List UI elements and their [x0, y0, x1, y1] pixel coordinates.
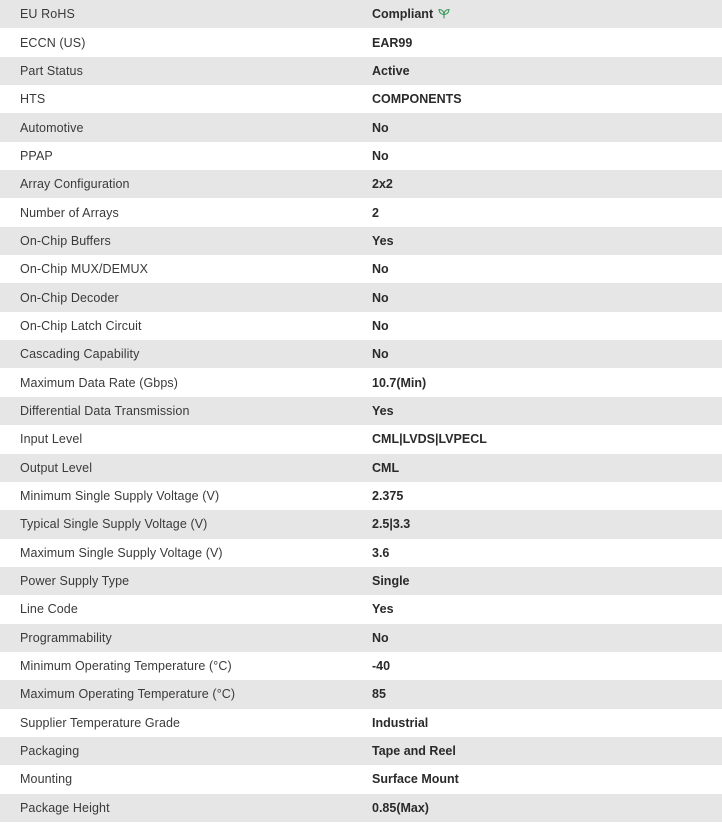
spec-label: Maximum Single Supply Voltage (V) [20, 545, 223, 560]
spec-label: Array Configuration [20, 177, 130, 192]
table-row [0, 482, 722, 510]
spec-label: Part Status [20, 63, 83, 78]
spec-label: ECCN (US) [20, 35, 86, 50]
spec-value: Active [372, 63, 410, 78]
table-row [0, 454, 722, 482]
spec-label: On-Chip Latch Circuit [20, 318, 142, 333]
spec-value: 2x2 [372, 177, 393, 192]
table-row [0, 567, 722, 595]
table-row [0, 85, 722, 113]
spec-value: No [372, 347, 389, 362]
table-row [0, 312, 722, 340]
spec-label: Programmability [20, 630, 112, 645]
spec-value: 10.7(Min) [372, 375, 427, 390]
spec-label: Supplier Temperature Grade [20, 715, 181, 730]
spec-value: EAR99 [372, 35, 413, 50]
table-row [0, 425, 722, 453]
table-row [0, 624, 722, 652]
spec-label: EU RoHS [20, 7, 75, 22]
spec-label: Maximum Operating Temperature (°C) [20, 687, 236, 702]
table-row [0, 57, 722, 85]
spec-label: Typical Single Supply Voltage (V) [20, 517, 208, 532]
spec-label: Input Level [20, 432, 83, 447]
table-row [0, 709, 722, 737]
table-row [0, 28, 722, 56]
table-row [0, 368, 722, 396]
table-row [0, 737, 722, 765]
spec-value: 3.6 [372, 545, 390, 560]
table-row [0, 765, 722, 793]
spec-label: On-Chip MUX/DEMUX [20, 262, 149, 277]
spec-value-cell [372, 0, 722, 28]
table-row [0, 340, 722, 368]
spec-value: Tape and Reel [372, 744, 456, 759]
spec-label: On-Chip Buffers [20, 233, 111, 248]
spec-value: No [372, 148, 389, 163]
spec-label: HTS [20, 92, 46, 107]
spec-value: COMPONENTS [372, 92, 462, 107]
spec-value: 85 [372, 687, 386, 702]
spec-value: Yes [372, 233, 394, 248]
table-row [0, 227, 722, 255]
table-row [0, 539, 722, 567]
spec-value: Surface Mount [372, 772, 459, 787]
spec-label: Differential Data Transmission [20, 403, 190, 418]
table-row [0, 283, 722, 311]
spec-value: No [372, 262, 389, 277]
spec-value: CML [372, 460, 400, 475]
spec-value: No [372, 290, 389, 305]
leaf-icon [438, 7, 450, 19]
spec-value: No [372, 120, 389, 135]
table-row [0, 0, 722, 28]
spec-value: 0.85(Max) [372, 800, 429, 815]
spec-value: 2.5|3.3 [372, 517, 411, 532]
spec-value: No [372, 630, 389, 645]
spec-value: Industrial [372, 715, 429, 730]
spec-label: Mounting [20, 772, 73, 787]
spec-value: -40 [372, 659, 391, 674]
spec-label: Minimum Operating Temperature (°C) [20, 659, 232, 674]
spec-value: 2.375 [372, 489, 404, 504]
spec-value: Compliant [372, 7, 434, 22]
spec-label: Minimum Single Supply Voltage (V) [20, 489, 220, 504]
table-row [0, 113, 722, 141]
table-row [0, 510, 722, 538]
table-row [0, 142, 722, 170]
table-row [0, 255, 722, 283]
table-row [0, 170, 722, 198]
spec-value: CML|LVDS|LVPECL [372, 432, 487, 447]
table-row [0, 794, 722, 822]
table-row [0, 198, 722, 226]
table-row [0, 595, 722, 623]
spec-value: Single [372, 574, 410, 589]
spec-label: Cascading Capability [20, 347, 140, 362]
table-row [0, 397, 722, 425]
spec-value: No [372, 318, 389, 333]
spec-label: Packaging [20, 744, 80, 759]
spec-value: Yes [372, 403, 394, 418]
table-row [0, 652, 722, 680]
spec-label: Power Supply Type [20, 574, 130, 589]
spec-label: On-Chip Decoder [20, 290, 119, 305]
spec-label: Number of Arrays [20, 205, 119, 220]
spec-label: Maximum Data Rate (Gbps) [20, 375, 178, 390]
spec-label: Output Level [20, 460, 93, 475]
table-row [0, 680, 722, 708]
spec-label: Line Code [20, 602, 78, 617]
spec-value: 2 [372, 205, 379, 220]
spec-value: Yes [372, 602, 394, 617]
spec-label: PPAP [20, 148, 53, 163]
spec-label: Package Height [20, 800, 110, 815]
spec-label: Automotive [20, 120, 84, 135]
